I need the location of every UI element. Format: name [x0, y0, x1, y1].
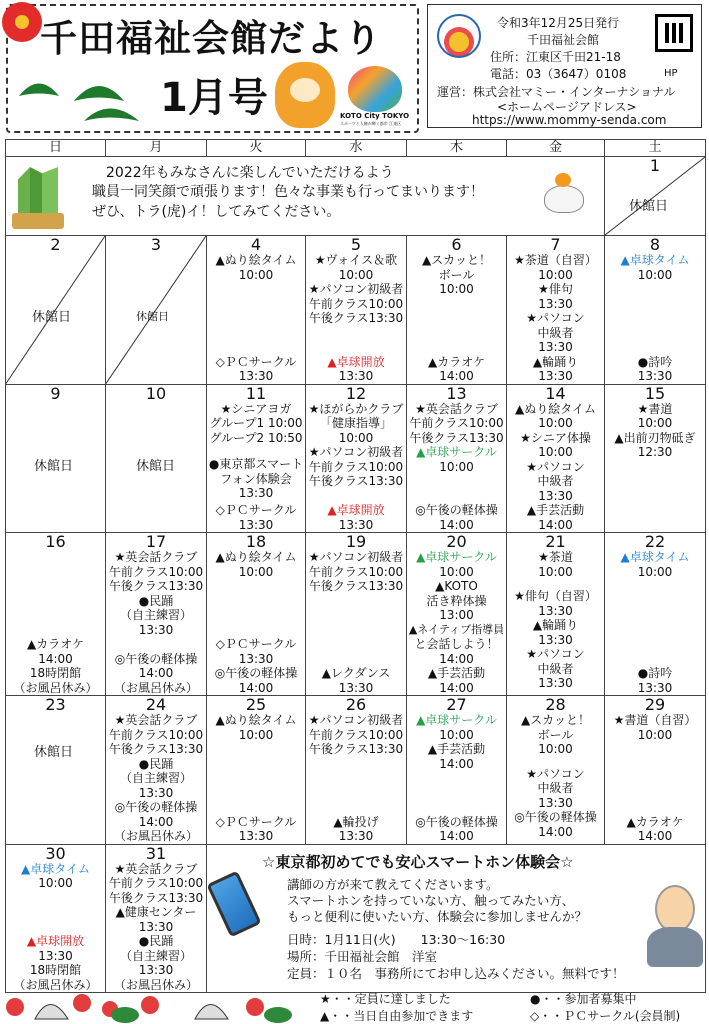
event-time: 13:30: [538, 795, 573, 810]
event: ●詩吟: [637, 354, 673, 369]
day-number: 15: [644, 384, 666, 403]
event: ▲輪投げ: [333, 814, 379, 829]
event: 活き粋体操: [426, 593, 487, 608]
homepage-url[interactable]: https://www.mommy-senda.com: [472, 113, 667, 127]
event: ▲スカッと！: [421, 253, 492, 267]
event-time: 13:30: [538, 676, 573, 690]
day-number: 25: [245, 695, 267, 714]
event-time: 14:00: [538, 517, 573, 532]
day-cell-27: [407, 696, 507, 845]
issue-title: 1月号: [160, 75, 268, 121]
day-number: 9: [50, 384, 61, 403]
weekday-sun: 日: [6, 140, 106, 157]
event-time: 10:00: [637, 564, 673, 579]
day-number: 7: [550, 235, 561, 254]
legend: [300, 986, 705, 1024]
event: ▲卓球開放: [327, 503, 385, 517]
event: ★パソコン初級者: [308, 282, 404, 296]
elderly-man-icon: [655, 885, 695, 933]
day-cell-26: [306, 696, 407, 845]
day-cell-18: [207, 533, 306, 696]
event-time: グループ2 10:50: [209, 430, 303, 445]
event: ◇ＰＣサークル: [215, 637, 297, 651]
day-number: 24: [145, 695, 167, 714]
event: ★パソコン初級者: [308, 445, 404, 459]
day-number: 21: [545, 532, 566, 551]
event: ★シニア体操: [520, 430, 591, 445]
event-time: 14:00: [439, 680, 474, 695]
closed-label: 休館日: [34, 458, 74, 474]
event-time: 14:00: [138, 666, 174, 680]
day-cell-16: [6, 533, 106, 696]
day-cell-8: [605, 236, 706, 385]
event-time: 13:30: [338, 680, 374, 695]
event: ▲KOTO: [435, 579, 478, 593]
event-time: 10:00: [538, 416, 573, 430]
event-time: 10:00: [637, 727, 673, 742]
day-number: 13: [446, 384, 467, 403]
event: （自主練習）: [119, 608, 192, 622]
event-time: 10:00: [439, 459, 474, 474]
event: ★書道: [637, 401, 673, 416]
event-time: 10:00: [238, 727, 274, 742]
event: ▲卓球開放: [26, 934, 85, 948]
closed-label: 休館日: [136, 458, 176, 474]
event-time: 13:30: [637, 369, 673, 383]
weekday-mon: 月: [106, 140, 207, 157]
event: ●民踊: [138, 756, 174, 771]
event: ●東京都スマート: [208, 457, 304, 471]
event-time: 10:00: [538, 267, 573, 282]
day-number: 3: [150, 235, 162, 254]
event: ★パソコン: [526, 766, 585, 781]
event-time: 14:00: [439, 369, 474, 383]
notice-capacity: 定員：１０名 事務所にてお申し込みください。無料です！: [287, 965, 625, 981]
event: （自主練習）: [119, 771, 192, 785]
center-logo-icon: [437, 14, 481, 58]
event: ★英会話クラブ: [415, 401, 498, 416]
day-cell-30: [6, 844, 106, 993]
day-number: 17: [145, 532, 167, 551]
pine-icon: [14, 66, 144, 126]
intro-line1: 2022年もみなさんに楽しんでいただけるよう: [106, 165, 394, 181]
event: ★英会話クラブ: [114, 713, 198, 727]
event-time: 午後クラス13:30: [308, 311, 404, 325]
day-cell-9: [6, 384, 106, 533]
sports-logo-icon: [348, 66, 402, 112]
event: ▲カラオケ: [428, 354, 485, 369]
day-cell-6: [407, 236, 507, 385]
event: ◎午後の軽体操: [415, 814, 498, 829]
closed-label: 休館日: [34, 745, 74, 760]
day-cell-29: [605, 696, 706, 845]
day-number: 28: [545, 695, 566, 714]
intro-line2: 職員一同笑顔で頑張ります！色々な事業も行ってまいります！: [92, 184, 484, 200]
event: フォン体験会: [220, 471, 292, 486]
event-time: 14:00: [439, 517, 474, 532]
event-time: 13:30: [637, 680, 673, 695]
event-time: 10:00: [439, 727, 474, 742]
event: ◎午後の軽体操: [415, 503, 498, 517]
day-number: 8: [649, 235, 661, 254]
notice-place: 場所：千田福祉会館 洋室: [287, 948, 438, 964]
event-time: 午後クラス13:30: [108, 742, 204, 756]
orange-icon: [555, 173, 571, 187]
event: ★俳句: [538, 282, 573, 296]
event-time: 10:00: [38, 876, 73, 890]
weekday-thu: 木: [407, 140, 507, 157]
event-time: 10:00: [538, 742, 573, 756]
operator: 運営：株式会社マミー・インターナショナル: [437, 85, 676, 99]
event-time: 13:30: [538, 488, 573, 503]
event: （お風呂休み）: [113, 829, 198, 843]
event-time: 14:00: [637, 829, 673, 843]
event: ▲スカッと！: [520, 713, 591, 727]
page-title: 千田福祉会館だより: [40, 17, 382, 60]
day-number: 22: [644, 532, 666, 551]
day-number: 27: [446, 695, 467, 714]
event: ▲手芸活動: [427, 742, 486, 756]
day-number: 19: [345, 532, 367, 551]
event: （お風呂休み）: [13, 977, 98, 992]
weekday-wed: 水: [306, 140, 407, 157]
event: ★英会話クラブ: [114, 861, 198, 876]
event: ▲ネイティブ指導員: [408, 622, 505, 636]
notice-line2: スマートホンを持っていない方、触ってみたい方、: [287, 892, 575, 908]
event: 中級者: [537, 661, 574, 676]
day-cell-23: [6, 696, 106, 845]
event-time: 13:30: [138, 785, 174, 800]
event: （お風呂休み）: [113, 977, 198, 992]
event-time: 14:00: [439, 651, 474, 666]
event: ◇ＰＣサークル: [215, 814, 297, 829]
flower-center-icon: [15, 15, 29, 29]
event-time: 13:30: [338, 369, 374, 383]
day-number: 16: [45, 532, 66, 551]
day-cell-15: [605, 384, 706, 533]
kadomatsu-base-icon: [12, 213, 64, 229]
event: ★俳句（自習）: [514, 589, 597, 603]
event-time: 13:30: [538, 340, 573, 354]
event-time: 13:30: [138, 919, 174, 934]
event-time: 13:30: [238, 369, 274, 383]
day-cell-24: [106, 696, 207, 845]
event: ★茶道: [538, 550, 573, 564]
city-logo-text: KOTO City TOKYO: [340, 112, 410, 120]
day-number: 29: [644, 695, 666, 714]
day-number: 2: [50, 235, 61, 254]
intro-line3: ぜひ、トラ(虎)イ！してみてください。: [92, 204, 341, 220]
event: ●詩吟: [637, 666, 673, 680]
legend-recruiting: ●・・参加者募集中: [530, 992, 637, 1006]
event-time: 午後クラス13:30: [108, 890, 204, 905]
calendar-table: [5, 139, 706, 993]
event: ▲手芸活動: [427, 666, 486, 680]
event-time: 10:00: [637, 416, 673, 430]
event: ▲卓球サークル: [416, 445, 497, 459]
day-cell-20: [407, 533, 507, 696]
event: ◇ＰＣサークル: [215, 503, 297, 517]
phone: 電話：03（3647）0108: [490, 67, 627, 81]
event: 18時閉館: [29, 666, 82, 680]
event-time: 午前クラス10:00: [409, 416, 504, 430]
day-cell-5: [306, 236, 407, 385]
event-time: 10:00: [338, 267, 374, 282]
issue-date: 令和3年12月25日発行: [497, 16, 620, 30]
event: ★ほがらかクラブ: [308, 401, 404, 416]
notice-title: ☆東京都初めてでも安心スマートホン体験会☆: [262, 852, 574, 871]
day-number: 30: [45, 844, 66, 863]
event-time: 13:30: [238, 829, 274, 843]
event: ★パソコン: [526, 459, 585, 474]
event: ▲卓球タイム: [620, 550, 690, 564]
event: ◎午後の軽体操: [114, 800, 198, 814]
day-number: 1: [649, 156, 661, 175]
event: ★パソコン初級者: [308, 550, 404, 564]
day-number: 20: [446, 532, 467, 551]
elderly-man-body-icon: [647, 927, 703, 967]
event-time: 午前クラス10:00: [108, 564, 204, 579]
event-time: 午前クラス10:00: [308, 459, 404, 474]
event: 中級者: [537, 781, 574, 795]
event-time: 10:00: [439, 282, 474, 296]
event: ★茶道（自習）: [514, 253, 597, 267]
event-time: 13:30: [238, 486, 274, 500]
closed-label: 休館日: [32, 310, 72, 325]
legend-pc-circle: ◇・・ＰＣサークル(会員制): [530, 1009, 681, 1023]
event: ★書道（自習）: [613, 713, 697, 727]
event: ▲ぬり絵タイム: [215, 253, 297, 267]
event: ●民踊: [138, 593, 174, 608]
event: ▲ぬり絵タイム: [215, 713, 297, 727]
event: ▲ぬり絵タイム: [215, 550, 297, 564]
event-time: 14:00: [439, 829, 474, 843]
day-cell-28: [507, 696, 605, 845]
event-time: 13:30: [338, 517, 374, 532]
event: ★シニアヨガ: [220, 401, 292, 416]
day-number: 10: [145, 384, 167, 403]
event: ▲出前刃物砥ぎ: [614, 430, 696, 445]
event: 「健康指導」: [319, 416, 392, 430]
event-time: 10:00: [538, 445, 573, 459]
weekday-header: [6, 140, 706, 157]
event-time: 10:00: [238, 564, 274, 579]
event-time: 14:00: [538, 824, 573, 839]
footer-decoration-icon: [0, 985, 300, 1024]
event: ★ヴォイス＆歌: [314, 253, 398, 267]
event: ▲健康センター: [115, 905, 197, 919]
event-time: 10:00: [439, 564, 474, 579]
qr-code-icon: [655, 14, 693, 52]
event: ◎午後の軽体操: [114, 651, 198, 666]
day-cell-4: [207, 236, 306, 385]
day-cell-22: [605, 533, 706, 696]
weekday-fri: 金: [507, 140, 605, 157]
day-cell-12: [306, 384, 407, 533]
event-time: 13:30: [38, 948, 73, 963]
day-cell-25: [207, 696, 306, 845]
tiger-face-icon: [290, 78, 320, 102]
closed-label: 休館日: [629, 199, 669, 214]
event-time: 13:30: [238, 517, 274, 532]
event-time: 午後クラス13:30: [108, 579, 204, 593]
day-cell-3: [106, 236, 207, 385]
event-time: 13:00: [439, 608, 474, 622]
day-number: 23: [45, 695, 66, 714]
weekday-sat: 土: [605, 140, 706, 157]
hp-label: HP: [664, 68, 678, 79]
event: ▲カラオケ: [27, 637, 84, 651]
event: ★パソコン初級者: [308, 713, 404, 727]
intro-cell: [6, 157, 605, 236]
event-time: 午前クラス10:00: [308, 564, 404, 579]
event: ◎午後の軽体操: [214, 666, 298, 680]
event-time: 10:00: [238, 267, 274, 282]
day-cell-1: [605, 157, 706, 236]
event-time: 午前クラス10:00: [308, 296, 404, 311]
event-time: 10:00: [338, 430, 374, 445]
event: ▲ぬり絵タイム: [515, 401, 596, 416]
org-name: 千田福祉会館: [527, 33, 600, 47]
day-number: 18: [245, 532, 267, 551]
event: と会話しよう！: [414, 637, 499, 651]
event-time: 午後クラス13:30: [308, 474, 404, 488]
event-time: 14:00: [238, 680, 274, 695]
event: （自主練習）: [119, 948, 192, 963]
day-number: 4: [250, 235, 262, 254]
event-time: 14:00: [38, 651, 73, 666]
day-cell-2: [6, 236, 106, 385]
event-time: 13:30: [238, 651, 274, 666]
event: 中級者: [537, 325, 574, 340]
event-time: 10:00: [538, 564, 573, 579]
event-time: 13:30: [538, 603, 573, 618]
day-number: 11: [245, 384, 267, 403]
event: ★英会話クラブ: [114, 550, 198, 564]
legend-free: ▲・・当日自由参加できます: [320, 1009, 474, 1023]
city-logo-subtext: スポーツと人権が輝く都市 江東区: [340, 121, 402, 126]
event-time: 午前クラス10:00: [308, 727, 404, 742]
day-number: 14: [545, 384, 566, 403]
notice-datetime: 日時：1月11日(火) 13:30～16:30: [287, 931, 506, 947]
day-cell-21: [507, 533, 605, 696]
event: ▲手芸活動: [526, 503, 585, 517]
event: （お風呂休み）: [13, 680, 98, 695]
event-time: 午後クラス13:30: [308, 579, 404, 593]
event-time: 午前クラス10:00: [108, 876, 204, 890]
day-number: 6: [451, 235, 462, 254]
event: ▲カラオケ: [626, 814, 684, 829]
event-time: 午後クラス13:30: [409, 430, 504, 445]
weekday-tue: 火: [207, 140, 306, 157]
event: 中級者: [537, 474, 574, 488]
event: ▲卓球サークル: [416, 713, 497, 727]
event: ボール: [537, 727, 574, 742]
event-time: 14:00: [439, 756, 474, 771]
event-time: 13:30: [538, 632, 573, 647]
event-time: 午前クラス10:00: [108, 727, 204, 742]
day-cell-14: [507, 384, 605, 533]
day-number: 31: [145, 844, 167, 863]
day-cell-10: [106, 384, 207, 533]
event-time: 13:30: [538, 296, 573, 311]
event: ▲輪踊り: [532, 354, 579, 369]
day-cell-11: [207, 384, 306, 533]
event: ▲レクダンス: [321, 666, 391, 680]
event-time: 午後クラス13:30: [308, 742, 404, 756]
event: ★パソコン: [526, 311, 585, 325]
notice-cell: [207, 844, 706, 993]
event: ◇ＰＣサークル: [215, 354, 297, 369]
closed-label: 休館日: [136, 310, 169, 323]
day-cell-13: [407, 384, 507, 533]
day-number: 12: [345, 384, 367, 403]
day-number: 26: [345, 695, 367, 714]
notice-line3: もっと便利に使いたい方、体験会に参加しませんか？: [287, 908, 588, 924]
event-time: 13:30: [538, 369, 573, 383]
event-time: 13:30: [138, 963, 174, 977]
event: ◎午後の軽体操: [514, 810, 597, 824]
event: ▲卓球タイム: [21, 861, 90, 876]
day-cell-19: [306, 533, 407, 696]
smartphone-icon: [207, 870, 262, 937]
legend-full: ★・・定員に達しました: [320, 992, 451, 1006]
day-number: 5: [350, 235, 362, 254]
event: 18時閉館: [29, 963, 82, 977]
event: ★パソコン: [526, 647, 585, 661]
event: ●民踊: [138, 934, 174, 948]
event-time: 13:30: [138, 622, 174, 637]
event-time: 14:00: [138, 814, 174, 829]
kagami-mochi-icon: [544, 185, 584, 213]
event-time: 13:30: [338, 829, 374, 843]
event-time: グループ1 10:00: [209, 416, 303, 430]
homepage-label: <ホームページアドレス>: [497, 100, 637, 114]
event: ボール: [438, 267, 475, 282]
address: 住所：江東区千田21-18: [490, 50, 621, 64]
event: ▲卓球開放: [327, 354, 385, 369]
event: ▲卓球タイム: [620, 253, 690, 267]
day-cell-17: [106, 533, 207, 696]
day-cell-7: [507, 236, 605, 385]
event: ▲輪踊り: [532, 618, 579, 632]
event-time: 12:30: [637, 445, 673, 459]
event: ▲卓球サークル: [416, 550, 497, 564]
event-time: 10:00: [637, 267, 673, 282]
event: （お風呂休み）: [113, 680, 198, 695]
notice-line1: 講師の方が来て教えてくださいます。: [287, 876, 499, 892]
day-cell-31: [106, 844, 207, 993]
